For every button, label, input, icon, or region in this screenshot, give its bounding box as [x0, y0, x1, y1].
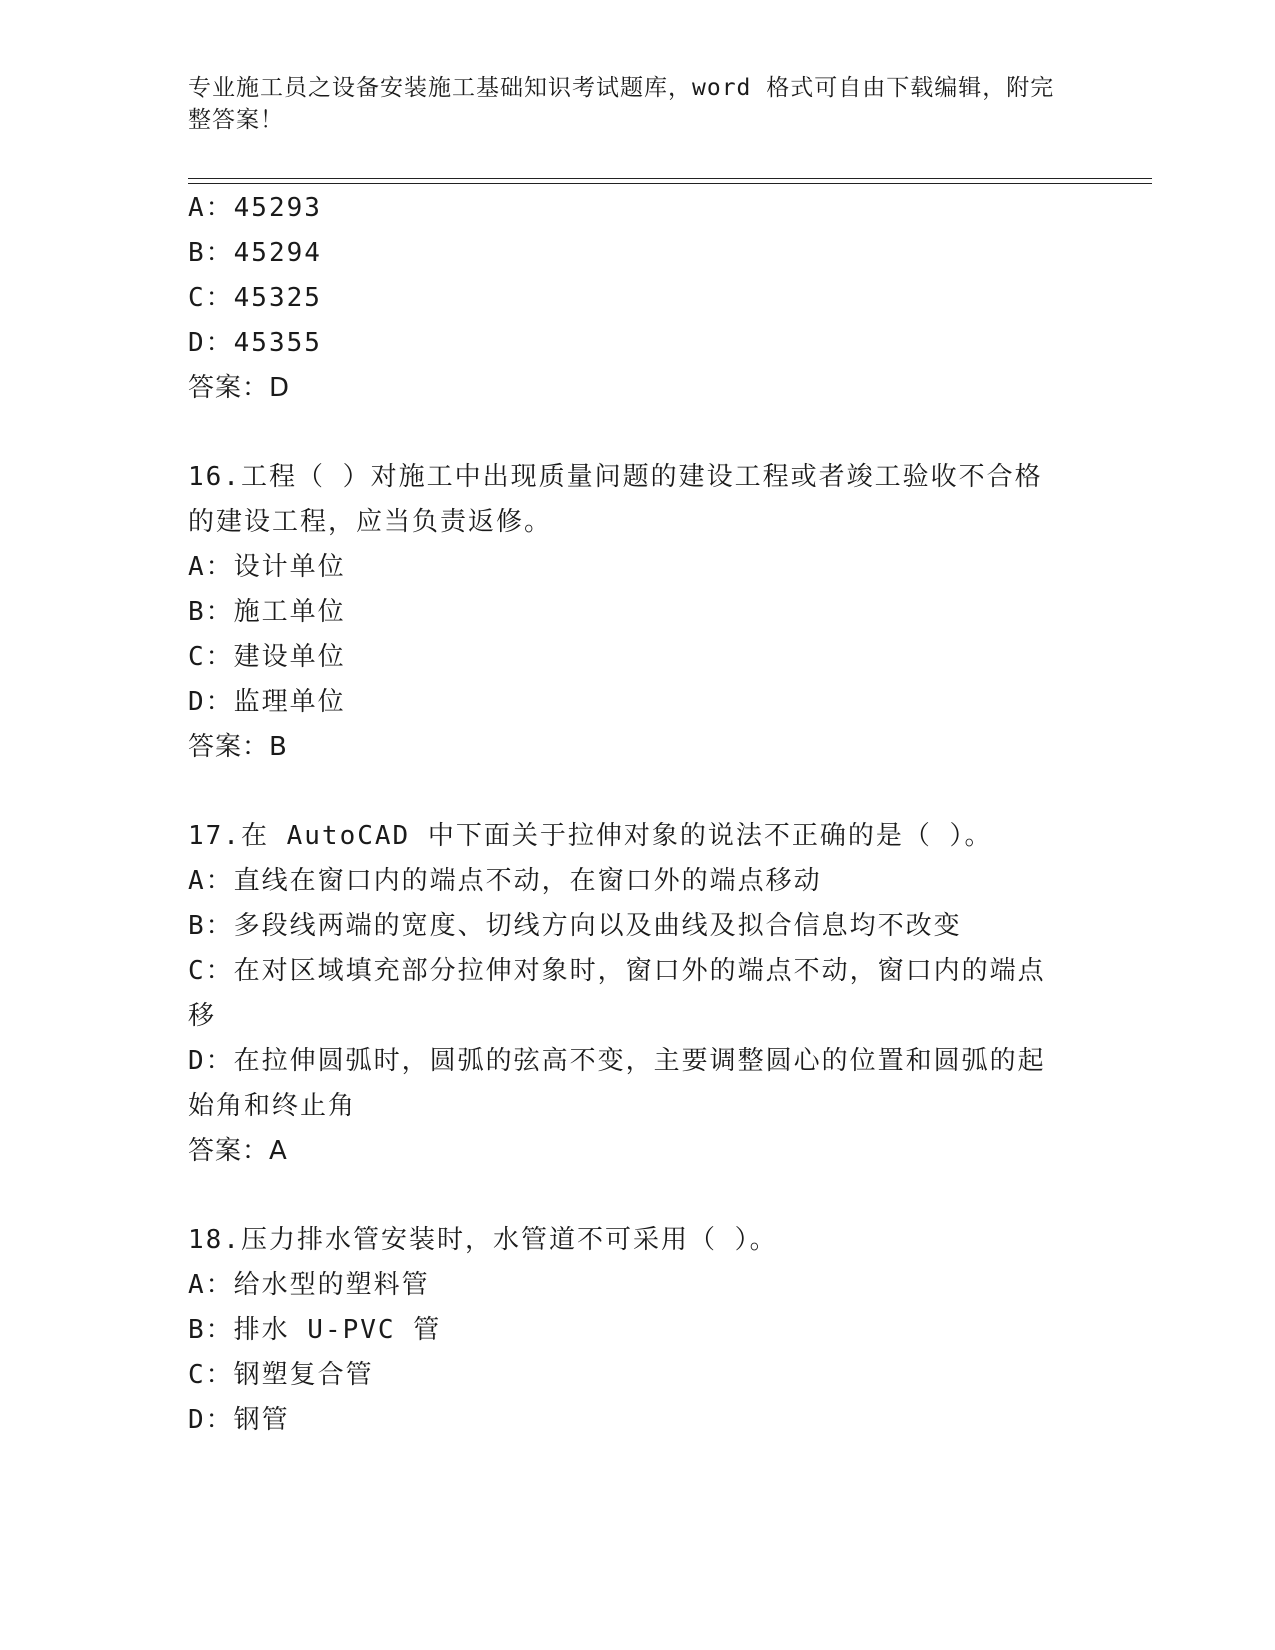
document-header: 专业施工员之设备安装施工基础知识考试题库，word 格式可自由下载编辑，附完整答案！ [188, 75, 1055, 133]
q15-option-a: A：45293 [188, 193, 322, 223]
q16-stem-line-2: 的建设工程，应当负责返修。 [188, 507, 553, 537]
q17-option-c-line-2: 移 [188, 1001, 217, 1031]
q17-option-b: B：多段线两端的宽度、切线方向以及曲线及拟合信息均不改变 [188, 911, 962, 941]
q16-option-c: C：建设单位 [188, 642, 346, 672]
q17-answer: 答案：A [188, 1136, 288, 1166]
q15-option-d: D：45355 [188, 328, 322, 358]
q17-option-c-line-1: C：在对区域填充部分拉伸对象时，窗口外的端点不动，窗口内的端点 [188, 956, 1046, 986]
q16-answer: 答案：B [188, 732, 288, 762]
q18-option-b: B：排水 U-PVC 管 [188, 1315, 442, 1345]
q16-option-d: D：监理单位 [188, 687, 346, 717]
header-divider-bottom [188, 183, 1152, 184]
q17-stem: 17.在 AutoCAD 中下面关于拉伸对象的说法不正确的是（ ）。 [188, 821, 993, 851]
header-divider-top [188, 178, 1152, 179]
q17-option-d-line-1: D：在拉伸圆弧时，圆弧的弦高不变，主要调整圆心的位置和圆弧的起 [188, 1046, 1046, 1076]
q17-option-d-line-2: 始角和终止角 [188, 1091, 357, 1121]
q18-option-a: A：给水型的塑料管 [188, 1270, 430, 1300]
q18-stem: 18.压力排水管安装时，水管道不可采用（ ）。 [188, 1225, 778, 1255]
q18-option-c: C：钢塑复合管 [188, 1360, 374, 1390]
q18-option-d: D：钢管 [188, 1405, 290, 1435]
q16-stem-line-1: 16.工程（ ）对施工中出现质量问题的建设工程或者竣工验收不合格 [188, 462, 1043, 492]
q15-option-b: B：45294 [188, 238, 322, 268]
q15-option-c: C：45325 [188, 283, 322, 313]
q17-option-a: A：直线在窗口内的端点不动，在窗口外的端点移动 [188, 866, 822, 896]
q16-option-b: B：施工单位 [188, 597, 346, 627]
q16-option-a: A：设计单位 [188, 552, 346, 582]
q15-answer: 答案：D [188, 373, 291, 403]
